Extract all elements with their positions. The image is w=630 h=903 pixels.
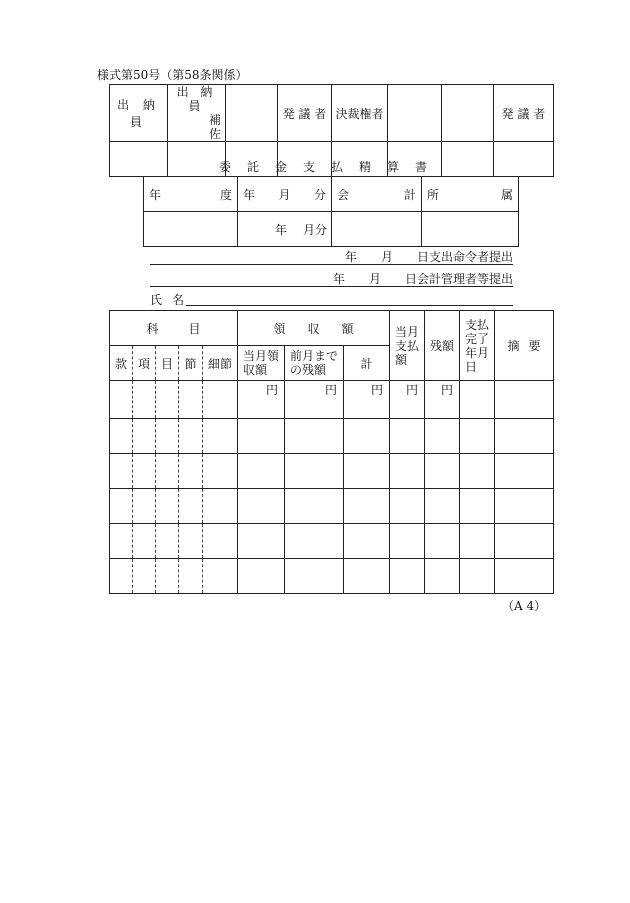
cell[interactable] (344, 419, 390, 454)
cell[interactable] (179, 559, 203, 594)
cell[interactable] (238, 489, 285, 524)
cell-yen[interactable]: 円 (425, 381, 460, 419)
cell[interactable] (156, 524, 179, 559)
cell[interactable] (203, 524, 238, 559)
header-shiharai-kanryo: 支払 完了 年月 日 (460, 311, 495, 381)
cell[interactable] (238, 419, 285, 454)
cell[interactable] (495, 524, 554, 559)
cell[interactable] (390, 489, 425, 524)
fiscal-month-value[interactable]: 年 月分 (238, 212, 332, 247)
submission-line-order[interactable]: 年 月 日支出命令者提出 (150, 248, 513, 265)
cell[interactable] (133, 559, 156, 594)
cell[interactable] (156, 419, 179, 454)
header-zangaku: 残額 (425, 311, 460, 381)
cell[interactable] (495, 381, 554, 419)
paper-size-label: （A 4） (502, 599, 547, 613)
table-row (110, 559, 554, 594)
header-moku: 目 (156, 346, 179, 381)
cell[interactable] (495, 454, 554, 489)
table-row (110, 524, 554, 559)
department-value[interactable] (422, 212, 519, 247)
cell[interactable] (110, 489, 133, 524)
accounting-value[interactable] (332, 212, 422, 247)
cell[interactable] (460, 381, 495, 419)
cell[interactable] (203, 559, 238, 594)
document-title: 委託金支払精算書 (218, 160, 443, 174)
cell[interactable] (156, 489, 179, 524)
cell[interactable] (110, 381, 133, 419)
cell[interactable] (390, 419, 425, 454)
cell[interactable] (133, 524, 156, 559)
cell[interactable] (203, 489, 238, 524)
cell[interactable] (285, 489, 344, 524)
cell[interactable] (460, 489, 495, 524)
cell[interactable] (179, 489, 203, 524)
cell-yen[interactable]: 円 (390, 381, 425, 419)
cell[interactable] (425, 524, 460, 559)
accounting-field[interactable]: 会 計 (332, 177, 422, 212)
approval-header-kessaikensha: 決裁権者 (332, 85, 388, 142)
cell[interactable] (179, 419, 203, 454)
table-row (110, 419, 554, 454)
header-ko: 項 (133, 346, 156, 381)
cell[interactable] (179, 454, 203, 489)
cell[interactable] (285, 559, 344, 594)
approval-header-suitoin-hosa: 出 納 員 補 佐 (168, 85, 226, 142)
cell[interactable] (110, 454, 133, 489)
name-line[interactable] (186, 305, 513, 306)
cell[interactable] (156, 559, 179, 594)
cell[interactable] (425, 489, 460, 524)
header-kei: 計 (344, 346, 390, 381)
header-kamoku: 科目 (110, 311, 238, 346)
header-togetsu-shiharai: 当月 支払 額 (390, 311, 425, 381)
cell[interactable] (425, 454, 460, 489)
cell[interactable] (133, 381, 156, 419)
cell[interactable] (460, 419, 495, 454)
cell[interactable] (495, 489, 554, 524)
cell-yen[interactable]: 円 (344, 381, 390, 419)
fiscal-month-field[interactable]: 年 月 分 (238, 177, 332, 212)
table-row (110, 489, 554, 524)
header-saisetsu: 細節 (203, 346, 238, 381)
cell[interactable] (495, 559, 554, 594)
cell[interactable] (203, 381, 238, 419)
cell[interactable] (238, 524, 285, 559)
cell[interactable] (238, 559, 285, 594)
cell[interactable] (110, 419, 133, 454)
header-zengetsu-zangaku: 前月まで の残額 (285, 346, 344, 381)
cell[interactable] (203, 454, 238, 489)
cell[interactable] (133, 454, 156, 489)
fiscal-table (143, 176, 519, 247)
cell[interactable] (133, 419, 156, 454)
cell[interactable] (285, 524, 344, 559)
cell[interactable] (110, 524, 133, 559)
table-row (110, 381, 554, 419)
cell[interactable] (460, 454, 495, 489)
fiscal-year-field[interactable]: 年 度 (144, 177, 238, 212)
cell[interactable] (285, 454, 344, 489)
cell[interactable] (344, 489, 390, 524)
cell[interactable] (390, 559, 425, 594)
cell[interactable] (390, 524, 425, 559)
cell[interactable] (285, 419, 344, 454)
header-togetsu-ryoshu: 当月領 収額 (238, 346, 285, 381)
cell[interactable] (460, 559, 495, 594)
cell[interactable] (179, 381, 203, 419)
submission-line-accounting[interactable]: 年 月 日会計管理者等提出 (150, 270, 513, 287)
cell[interactable] (110, 559, 133, 594)
approval-header-suitoin: 出 納 員 (110, 85, 168, 142)
header-ryoshugaku: 領収額 (238, 311, 390, 346)
header-tekiyo: 摘 要 (495, 311, 554, 381)
name-label: 氏名 (150, 293, 195, 307)
header-kan: 款 (110, 346, 133, 381)
cell[interactable] (203, 419, 238, 454)
cell[interactable] (425, 419, 460, 454)
cell[interactable] (344, 454, 390, 489)
cell[interactable] (238, 454, 285, 489)
cell[interactable] (179, 524, 203, 559)
approval-header-hatsugisha-2: 発 議 者 (494, 85, 554, 142)
settlement-table (109, 310, 554, 594)
cell[interactable] (390, 454, 425, 489)
fiscal-blank-cell[interactable] (144, 212, 238, 247)
department-field[interactable]: 所 属 (422, 177, 519, 212)
cell[interactable] (495, 419, 554, 454)
approval-cell-blank (388, 85, 442, 142)
form-number: 様式第50号（第58条関係） (97, 68, 248, 82)
cell[interactable] (133, 489, 156, 524)
table-row (110, 454, 554, 489)
header-setsu: 節 (179, 346, 203, 381)
cell-yen[interactable]: 円 (238, 381, 285, 419)
cell-yen[interactable]: 円 (285, 381, 344, 419)
cell[interactable] (425, 559, 460, 594)
cell[interactable] (344, 559, 390, 594)
cell[interactable] (460, 524, 495, 559)
approval-header-hatsugisha: 発 議 者 (278, 85, 332, 142)
cell[interactable] (156, 454, 179, 489)
cell[interactable] (156, 381, 179, 419)
approval-cell-blank (442, 85, 494, 142)
cell[interactable] (344, 524, 390, 559)
